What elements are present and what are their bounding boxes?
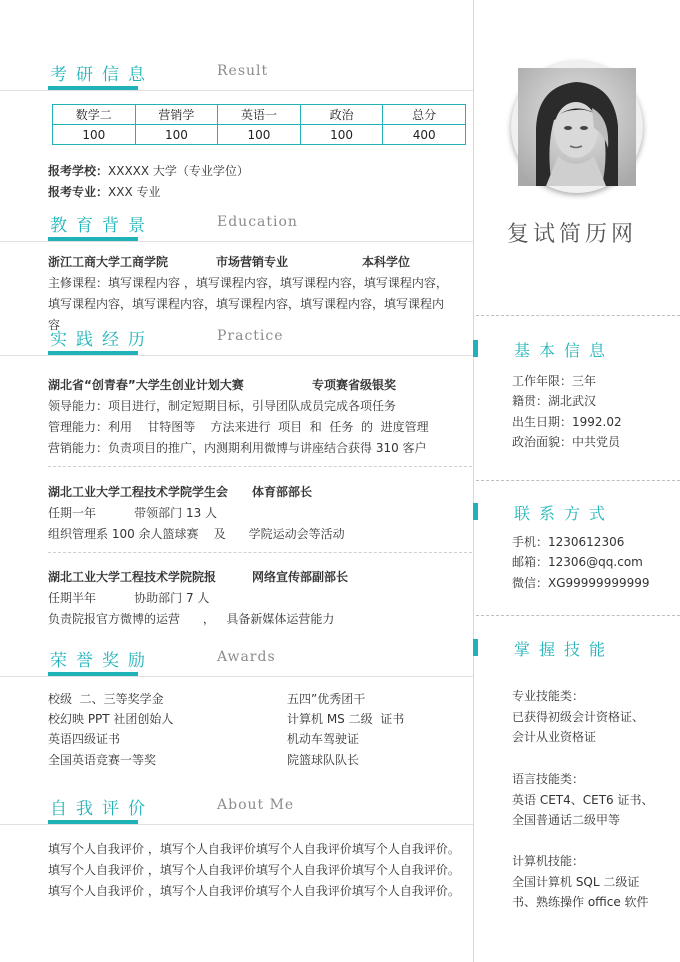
section-about-header (0, 794, 473, 828)
practice-detail: 营销能力：负责项目的推广，内测期利用微博与讲座结合获得 310 客户 (48, 441, 427, 455)
skill-category: 语言技能类： (512, 772, 585, 786)
table-header-cell: 总分 (383, 105, 466, 125)
basic-info-item: 籍贯：湖北武汉 (512, 394, 597, 408)
divider (0, 355, 473, 356)
sidebar-section-basic (473, 340, 680, 362)
table-cell: 100 (53, 125, 136, 145)
section-practice-header (0, 325, 473, 359)
section-subtitle: Awards (217, 649, 276, 665)
contact-wechat: 微信：XG99999999999 (512, 576, 650, 590)
practice-detail: 任期半年 协助部门 7 人 (48, 591, 210, 605)
practice-role: 专项赛省级银奖 (312, 378, 397, 392)
basic-info-item: 工作年限：三年 (512, 374, 597, 388)
award-item: 机动车驾驶证 (287, 732, 360, 746)
practice-title: 湖北工业大学工程技术学院院报 (48, 570, 217, 584)
contact-email: 邮箱：12306@qq.com (512, 555, 643, 569)
skill-item: 会计从业资格证 (512, 730, 597, 744)
table-header-cell: 数学二 (53, 105, 136, 125)
sidebar-section-skills (473, 639, 680, 661)
practice-detail: 任期一年 带领部门 13 人 (48, 506, 218, 520)
divider (0, 90, 473, 91)
skill-item: 书、熟练操作 office 软件 (512, 895, 649, 909)
sidebar-section-contact (473, 503, 680, 525)
education-major: 市场营销专业 (216, 255, 289, 269)
about-line: 填写个人自我评价 ，填写个人自我评价填写个人自我评价填写个人自我评价。 (48, 884, 460, 898)
skill-item: 全国普通话二级甲等 (512, 813, 621, 827)
practice-detail: 领导能力：项目进行，制定短期目标，引导团队成员完成各项任务 (48, 399, 397, 413)
avatar (518, 68, 636, 186)
practice-title: 湖北省“创青春”大学生创业计划大赛 (48, 378, 244, 392)
award-item: 全国英语竞赛一等奖 (48, 753, 157, 767)
basic-info-item: 出生日期：1992.02 (512, 415, 622, 429)
section-subtitle: Education (217, 214, 298, 230)
table-header-row (53, 105, 466, 125)
table-row (53, 125, 466, 145)
section-subtitle: Practice (217, 328, 284, 344)
section-marker (473, 340, 478, 357)
section-marker (473, 503, 478, 520)
table-header-cell: 英语一 (218, 105, 301, 125)
contact-phone: 手机：1230612306 (512, 535, 625, 549)
divider (476, 480, 680, 481)
section-title: 荣誉奖励 (50, 651, 154, 671)
section-awards-header (0, 646, 473, 680)
table-cell: 100 (300, 125, 383, 145)
sidebar-section-title: 联系方式 (514, 504, 615, 523)
brand-title: 复试简历网 (507, 222, 638, 247)
practice-title: 湖北工业大学工程技术学院学生会 (48, 485, 229, 499)
divider (0, 241, 473, 242)
award-item: 校幻映 PPT 社团创始人 (48, 712, 174, 726)
table-cell: 100 (218, 125, 301, 145)
divider (0, 676, 473, 677)
skill-item: 已获得初级会计资格证、 (512, 710, 645, 724)
divider (476, 615, 680, 616)
sidebar-section-title: 基本信息 (514, 341, 615, 360)
exam-school (48, 161, 249, 181)
section-education-header (0, 211, 473, 245)
section-subtitle: About Me (217, 797, 295, 813)
skill-category: 计算机技能： (512, 854, 585, 868)
score-table (52, 104, 466, 145)
divider (48, 466, 472, 467)
exam-major (48, 182, 161, 202)
practice-detail: 负责院报官方微博的运营 ， 具备新媒体运营能力 (48, 612, 335, 626)
section-subtitle: Result (217, 63, 269, 79)
exam-school-label: 报考学校： (48, 164, 109, 178)
table-header-cell: 营销学 (135, 105, 218, 125)
table-cell: 400 (383, 125, 466, 145)
award-item: 英语四级证书 (48, 732, 121, 746)
education-courses-line: 容 (48, 318, 61, 332)
skill-item: 全国计算机 SQL 二级证 (512, 875, 640, 889)
exam-major-value: XXX 专业 (108, 185, 161, 199)
basic-info-item: 政治面貌：中共党员 (512, 435, 621, 449)
section-title: 教育背景 (50, 216, 154, 236)
divider (476, 315, 680, 316)
table-header-cell: 政治 (300, 105, 383, 125)
sidebar-section-title: 掌握技能 (514, 640, 615, 659)
divider (48, 552, 472, 553)
portrait-icon (518, 68, 636, 186)
section-result-header (0, 60, 473, 94)
education-courses-line: 填写课程内容，填写课程内容，填写课程内容，填写课程内容，填写课程内 (48, 297, 445, 311)
section-marker (473, 639, 478, 656)
about-line: 填写个人自我评价 ，填写个人自我评价填写个人自我评价填写个人自我评价。 (48, 863, 460, 877)
section-title: 自我评价 (50, 799, 154, 819)
about-line: 填写个人自我评价 ，填写个人自我评价填写个人自我评价填写个人自我评价。 (48, 842, 460, 856)
skill-category: 专业技能类： (512, 689, 585, 703)
divider (0, 824, 473, 825)
exam-major-label: 报考专业： (48, 185, 109, 199)
practice-role: 网络宣传部副部长 (252, 570, 349, 584)
practice-detail: 管理能力：利用 甘特图等 方法来进行 项目 和 任务 的 进度管理 (48, 420, 429, 434)
section-title: 考研信息 (50, 65, 154, 85)
education-school: 浙江工商大学工商学院 (48, 255, 169, 269)
skill-item: 英语 CET4、CET6 证书、 (512, 793, 654, 807)
education-degree: 本科学位 (362, 255, 411, 269)
practice-role: 体育部部长 (252, 485, 313, 499)
practice-detail: 组织管理系 100 余人篮球赛 及 学院运动会等活动 (48, 527, 345, 541)
award-item: 五四”优秀团干 (287, 692, 366, 706)
exam-school-value: XXXXX 大学（专业学位） (108, 164, 249, 178)
education-courses-line: 主修课程：填写课程内容 ，填写课程内容，填写课程内容，填写课程内容， (48, 276, 448, 290)
section-title: 实践经历 (50, 330, 154, 350)
award-item: 计算机 MS 二级 证书 (287, 712, 405, 726)
table-cell: 100 (135, 125, 218, 145)
award-item: 院篮球队队长 (287, 753, 360, 767)
award-item: 校级 二、三等奖学金 (48, 692, 164, 706)
